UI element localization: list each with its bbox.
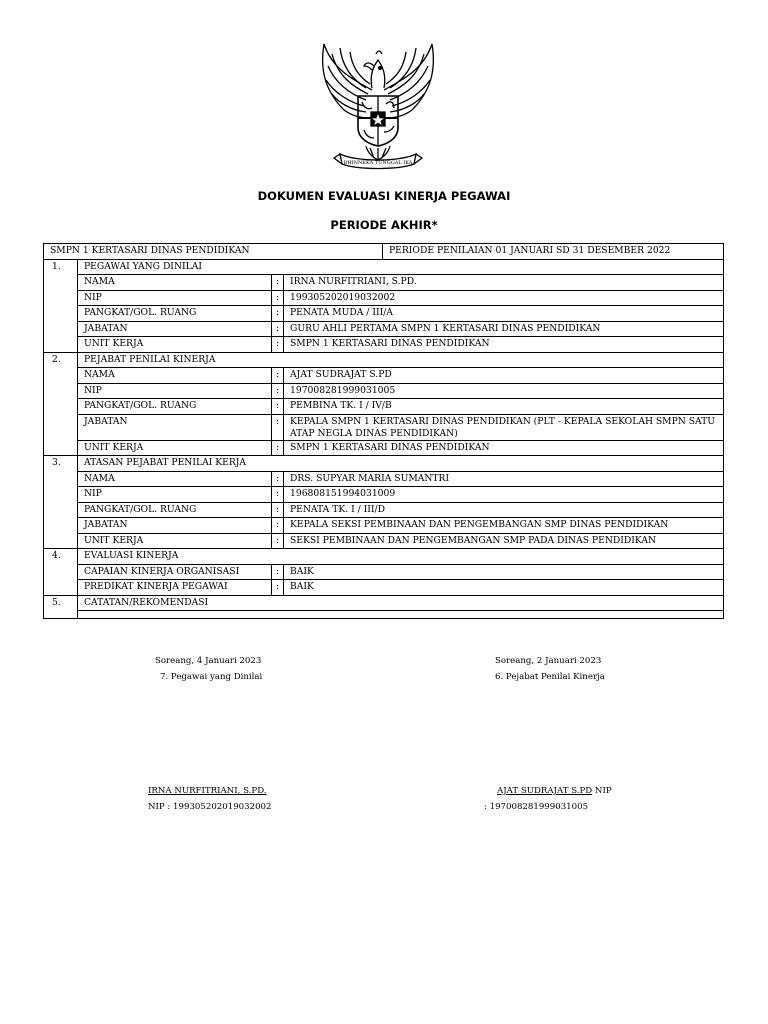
- field-value: PENATA MUDA / III/A: [284, 306, 724, 322]
- field-row: [44, 471, 724, 487]
- field-label: JABATAN: [78, 321, 272, 337]
- field-row: [44, 564, 724, 580]
- right-role: 6. Pejabat Penilai Kinerja: [495, 672, 605, 682]
- field-colon: :: [272, 368, 284, 384]
- field-label: JABATAN: [78, 414, 272, 440]
- field-colon: :: [272, 290, 284, 306]
- left-signer-name: IRNA NURFITRIANI, S.PD.: [148, 786, 267, 796]
- field-label: UNIT KERJA: [78, 440, 272, 456]
- field-value: BAIK: [284, 564, 724, 580]
- field-value: BAIK: [284, 580, 724, 596]
- field-colon: :: [272, 383, 284, 399]
- header-period: PERIODE PENILAIAN 01 JANUARI SD 31 DESEMBER 2022: [383, 244, 724, 260]
- field-value: KEPALA SEKSI PEMBINAAN DAN PENGEMBANGAN SMP DINAS PENDIDIKAN: [284, 518, 724, 534]
- section-title-row: [44, 549, 724, 565]
- field-row: [44, 440, 724, 456]
- section-title: ATASAN PEJABAT PENILAI KERJA: [78, 456, 724, 472]
- notes-row: [44, 611, 724, 619]
- field-value: AJAT SUDRAJAT S.PD: [284, 368, 724, 384]
- field-colon: :: [272, 518, 284, 534]
- field-colon: :: [272, 487, 284, 503]
- field-colon: :: [272, 533, 284, 549]
- section-title-row: [44, 456, 724, 472]
- field-value: KEPALA SMPN 1 KERTASARI DINAS PENDIDIKAN (PLT - KEPALA SEKOLAH SMPN SATU ATAP NEGLA DINAS PENDIDIKAN): [284, 414, 724, 440]
- field-row: [44, 306, 724, 322]
- field-row: [44, 502, 724, 518]
- field-colon: :: [272, 502, 284, 518]
- field-row: [44, 275, 724, 291]
- field-label: UNIT KERJA: [78, 533, 272, 549]
- field-value: SEKSI PEMBINAAN DAN PENGEMBANGAN SMP PADA DINAS PENDIDIKAN: [284, 533, 724, 549]
- field-row: [44, 533, 724, 549]
- field-row: [44, 518, 724, 534]
- section-number: 5.: [44, 595, 78, 619]
- field-row: [44, 321, 724, 337]
- field-label: NAMA: [78, 471, 272, 487]
- section-number: 1.: [44, 259, 78, 352]
- field-label: CAPAIAN KINERJA ORGANISASI: [78, 564, 272, 580]
- section-number: 4.: [44, 549, 78, 596]
- section-title: EVALUASI KINERJA: [78, 549, 724, 565]
- field-row: [44, 414, 724, 440]
- emblem-motto: BHINNEKA TUNGGAL IKA: [343, 160, 413, 166]
- left-role: 7. Pegawai yang Dinilai: [160, 672, 263, 682]
- field-colon: :: [272, 471, 284, 487]
- field-label: NIP: [78, 487, 272, 503]
- field-colon: :: [272, 306, 284, 322]
- left-place-date: Soreang, 4 Januari 2023: [155, 656, 262, 666]
- document-title: DOKUMEN EVALUASI KINERJA PEGAWAI: [257, 189, 511, 203]
- field-row: [44, 383, 724, 399]
- section-number: 3.: [44, 456, 78, 549]
- field-value: 199305202019032002: [284, 290, 724, 306]
- right-signer-nip: : 197008281999031005: [484, 802, 589, 812]
- right-signer-line: [497, 786, 612, 796]
- field-value: SMPN 1 KERTASARI DINAS PENDIDIKAN: [284, 440, 724, 456]
- left-signer-nip: NIP : 199305202019032002: [148, 802, 272, 812]
- right-signer-name: AJAT SUDRAJAT S.PD: [497, 786, 593, 796]
- field-value: 196808151994031009: [284, 487, 724, 503]
- field-colon: :: [272, 399, 284, 415]
- field-label: NIP: [78, 383, 272, 399]
- field-colon: :: [272, 580, 284, 596]
- section-title-row: [44, 259, 724, 275]
- field-row: [44, 368, 724, 384]
- field-label: NAMA: [78, 275, 272, 291]
- field-label: PANGKAT/GOL. RUANG: [78, 502, 272, 518]
- field-value: PENATA TK. I / III/D: [284, 502, 724, 518]
- section-title-row: [44, 595, 724, 611]
- field-value: 197008281999031005: [284, 383, 724, 399]
- field-value: DRS. SUPYAR MARIA SUMANTRI: [284, 471, 724, 487]
- section-title-row: [44, 352, 724, 368]
- field-colon: :: [272, 275, 284, 291]
- field-value: PEMBINA TK. I / IV/B: [284, 399, 724, 415]
- field-value: GURU AHLI PERTAMA SMPN 1 KERTASARI DINAS PENDIDIKAN: [284, 321, 724, 337]
- field-colon: :: [272, 414, 284, 440]
- field-row: [44, 580, 724, 596]
- field-label: PREDIKAT KINERJA PEGAWAI: [78, 580, 272, 596]
- field-value: SMPN 1 KERTASARI DINAS PENDIDIKAN: [284, 337, 724, 353]
- field-row: [44, 487, 724, 503]
- right-place-date: Soreang, 2 Januari 2023: [495, 656, 602, 666]
- field-colon: :: [272, 337, 284, 353]
- evaluation-table: [43, 243, 724, 619]
- section-title: PEGAWAI YANG DINILAI: [78, 259, 724, 275]
- header-unit: SMPN 1 KERTASARI DINAS PENDIDIKAN: [44, 244, 383, 260]
- field-label: PANGKAT/GOL. RUANG: [78, 306, 272, 322]
- field-colon: :: [272, 440, 284, 456]
- field-colon: :: [272, 564, 284, 580]
- field-label: NAMA: [78, 368, 272, 384]
- field-row: [44, 399, 724, 415]
- section-title: CATATAN/REKOMENDASI: [78, 595, 724, 611]
- field-label: NIP: [78, 290, 272, 306]
- field-row: [44, 290, 724, 306]
- garuda-emblem-icon: [310, 38, 446, 172]
- field-value: IRNA NURFITRIANI, S.PD.: [284, 275, 724, 291]
- field-label: UNIT KERJA: [78, 337, 272, 353]
- header-row: [44, 244, 724, 260]
- section-number: 2.: [44, 352, 78, 456]
- right-signer-name-suffix: NIP: [592, 786, 612, 796]
- field-label: PANGKAT/GOL. RUANG: [78, 399, 272, 415]
- notes-content: [78, 611, 724, 619]
- field-colon: :: [272, 321, 284, 337]
- field-label: JABATAN: [78, 518, 272, 534]
- field-row: [44, 337, 724, 353]
- document-subtitle: PERIODE AKHIR*: [330, 218, 438, 232]
- section-title: PEJABAT PENILAI KINERJA: [78, 352, 724, 368]
